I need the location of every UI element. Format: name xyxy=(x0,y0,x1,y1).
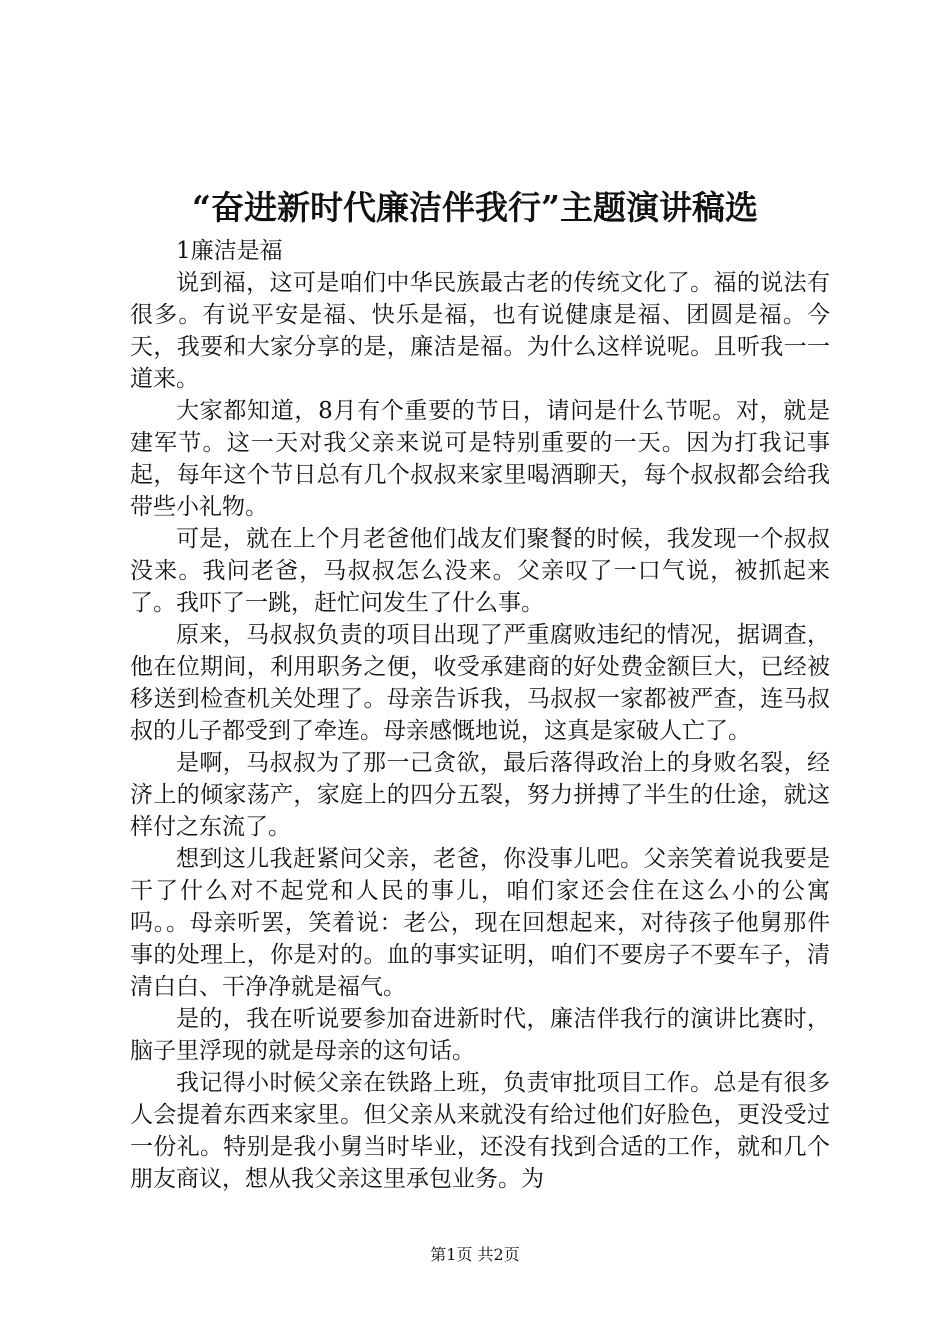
paragraph-8: 我记得小时候父亲在铁路上班，负责审批项目工作。总是有很多人会提着东西来家里。但父亲从来就没有给过他们好脸色，更没受过一份礼。特别是我小舅当时毕业，还没有找到合适的工作，就和几个朋友商议，想从我父亲这里承包业务。为 xyxy=(130,1070,830,1192)
paragraph-5: 是啊，马叔叔为了那一己贪欲，最后落得政治上的身败名裂，经济上的倾家荡产，家庭上的四分五裂，努力拼搏了半生的仕途，就这样付之东流了。 xyxy=(130,750,830,840)
document-body xyxy=(130,235,830,1195)
paragraph-2: 大家都知道，8月有个重要的节日，请问是什么节呢。对，就是建军节。这一天对我父亲来说可是特别重要的一天。因为打我记事起，每年这个节日总有几个叔叔来家里喝酒聊天，每个叔叔都会给我带些小礼物。 xyxy=(130,398,830,520)
paragraph-6: 想到这儿我赶紧问父亲，老爸，你没事儿吧。父亲笑着说我要是干了什么对不起党和人民的事儿，咱们家还会住在这么小的公寓吗。。母亲听罢，笑着说：老公，现在回想起来，对待孩子他舅那件事的处理上，你是对的。血的事实证明，咱们不要房子不要车子，清清白白、干净净就是福气。 xyxy=(130,846,830,1000)
document-title: “奋进新时代廉洁伴我行”主题演讲稿选 xyxy=(192,188,758,227)
page-footer: 第1页 共2页 xyxy=(430,1245,520,1264)
paragraph-7: 是的，我在听说要参加奋进新时代，廉洁伴我行的演讲比赛时，脑子里浮现的就是母亲的这句话。 xyxy=(130,1006,830,1064)
paragraph-4: 原来，马叔叔负责的项目出现了严重腐败违纪的情况，据调查，他在位期间，利用职务之便，收受承建商的好处费金额巨大，已经被移送到检查机关处理了。母亲告诉我，马叔叔一家都被严查，连马叔叔的儿子都受到了牵连。母亲感慨地说，这真是家破人亡了。 xyxy=(130,622,830,744)
section-heading: 1廉洁是福 xyxy=(176,238,283,264)
paragraph-1: 说到福，这可是咱们中华民族最古老的传统文化了。福的说法有很多。有说平安是福、快乐是福，也有说健康是福、团圆是福。今天，我要和大家分享的是，廉洁是福。为什么这样说呢。且听我一一道来。 xyxy=(130,270,830,392)
paragraph-3: 可是，就在上个月老爸他们战友们聚餐的时候，我发现一个叔叔没来。我问老爸，马叔叔怎么没来。父亲叹了一口气说，被抓起来了。我吓了一跳，赶忙问发生了什么事。 xyxy=(130,526,830,616)
